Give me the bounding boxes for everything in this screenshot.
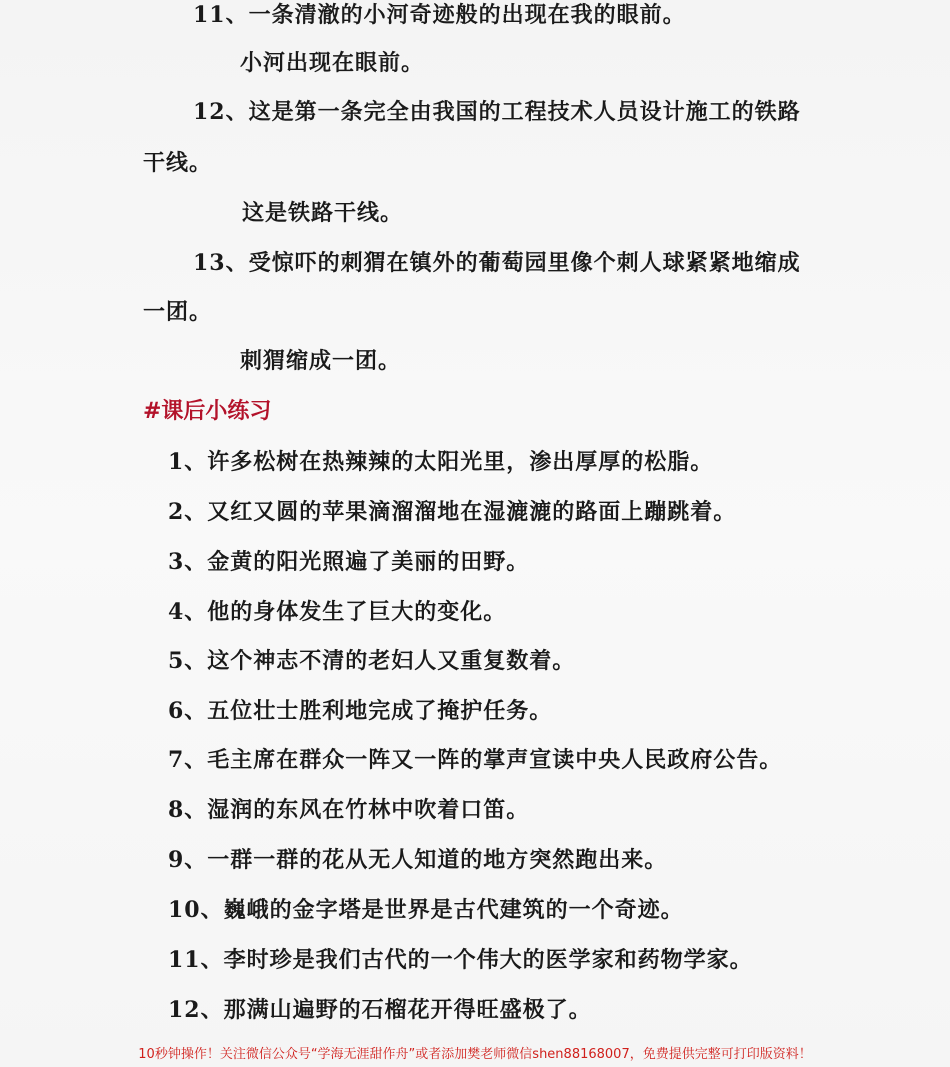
exercise-item-3: 3、金黄的阳光照遍了美丽的田野。 (168, 549, 530, 575)
example-13-sentence-line1: 13、受惊吓的刺猬在镇外的葡萄园里像个刺人球紧紧地缩成 (193, 250, 801, 276)
exercise-item-8: 8、湿润的东风在竹林中吹着口笛。 (168, 797, 530, 823)
exercise-item-2: 2、又红又圆的苹果滴溜溜地在湿漉漉的路面上蹦跳着。 (168, 499, 737, 525)
exercise-item-1: 1、许多松树在热辣辣的太阳光里，渗出厚厚的松脂。 (168, 449, 714, 475)
exercise-item-4: 4、他的身体发生了巨大的变化。 (168, 599, 507, 625)
example-11-sentence: 11、一条清澈的小河奇迹般的出现在我的眼前。 (193, 2, 686, 28)
exercise-item-12: 12、那满山遍野的石榴花开得旺盛极了。 (168, 997, 592, 1023)
example-12-sentence-line1: 12、这是第一条完全由我国的工程技术人员设计施工的铁路 (193, 99, 801, 125)
example-13-answer: 刺猬缩成一团。 (240, 348, 402, 374)
exercise-item-10: 10、巍峨的金字塔是世界是古代建筑的一个奇迹。 (168, 897, 684, 923)
exercise-item-9: 9、一群一群的花从无人知道的地方突然跑出来。 (168, 847, 668, 873)
example-12-answer: 这是铁路干线。 (242, 200, 404, 226)
footer-promo-text: 10秒钟操作！关注微信公众号“学海无涯甜作舟”或者添加樊老师微信shen88168007，免费提供完整可打印版资料！ (138, 1047, 812, 1062)
exercise-item-6: 6、五位壮士胜利地完成了掩护任务。 (168, 698, 553, 724)
exercise-heading: #课后小练习 (143, 398, 272, 424)
exercise-item-5: 5、这个神志不清的老妇人又重复数着。 (168, 648, 576, 674)
example-13-sentence-line2: 一团。 (143, 299, 213, 325)
example-12-sentence-line2: 干线。 (143, 150, 213, 176)
exercise-item-7: 7、毛主席在群众一阵又一阵的掌声宣读中央人民政府公告。 (168, 747, 783, 773)
exercise-item-11: 11、李时珍是我们古代的一个伟大的医学家和药物学家。 (168, 947, 753, 973)
example-11-answer: 小河出现在眼前。 (240, 50, 425, 76)
